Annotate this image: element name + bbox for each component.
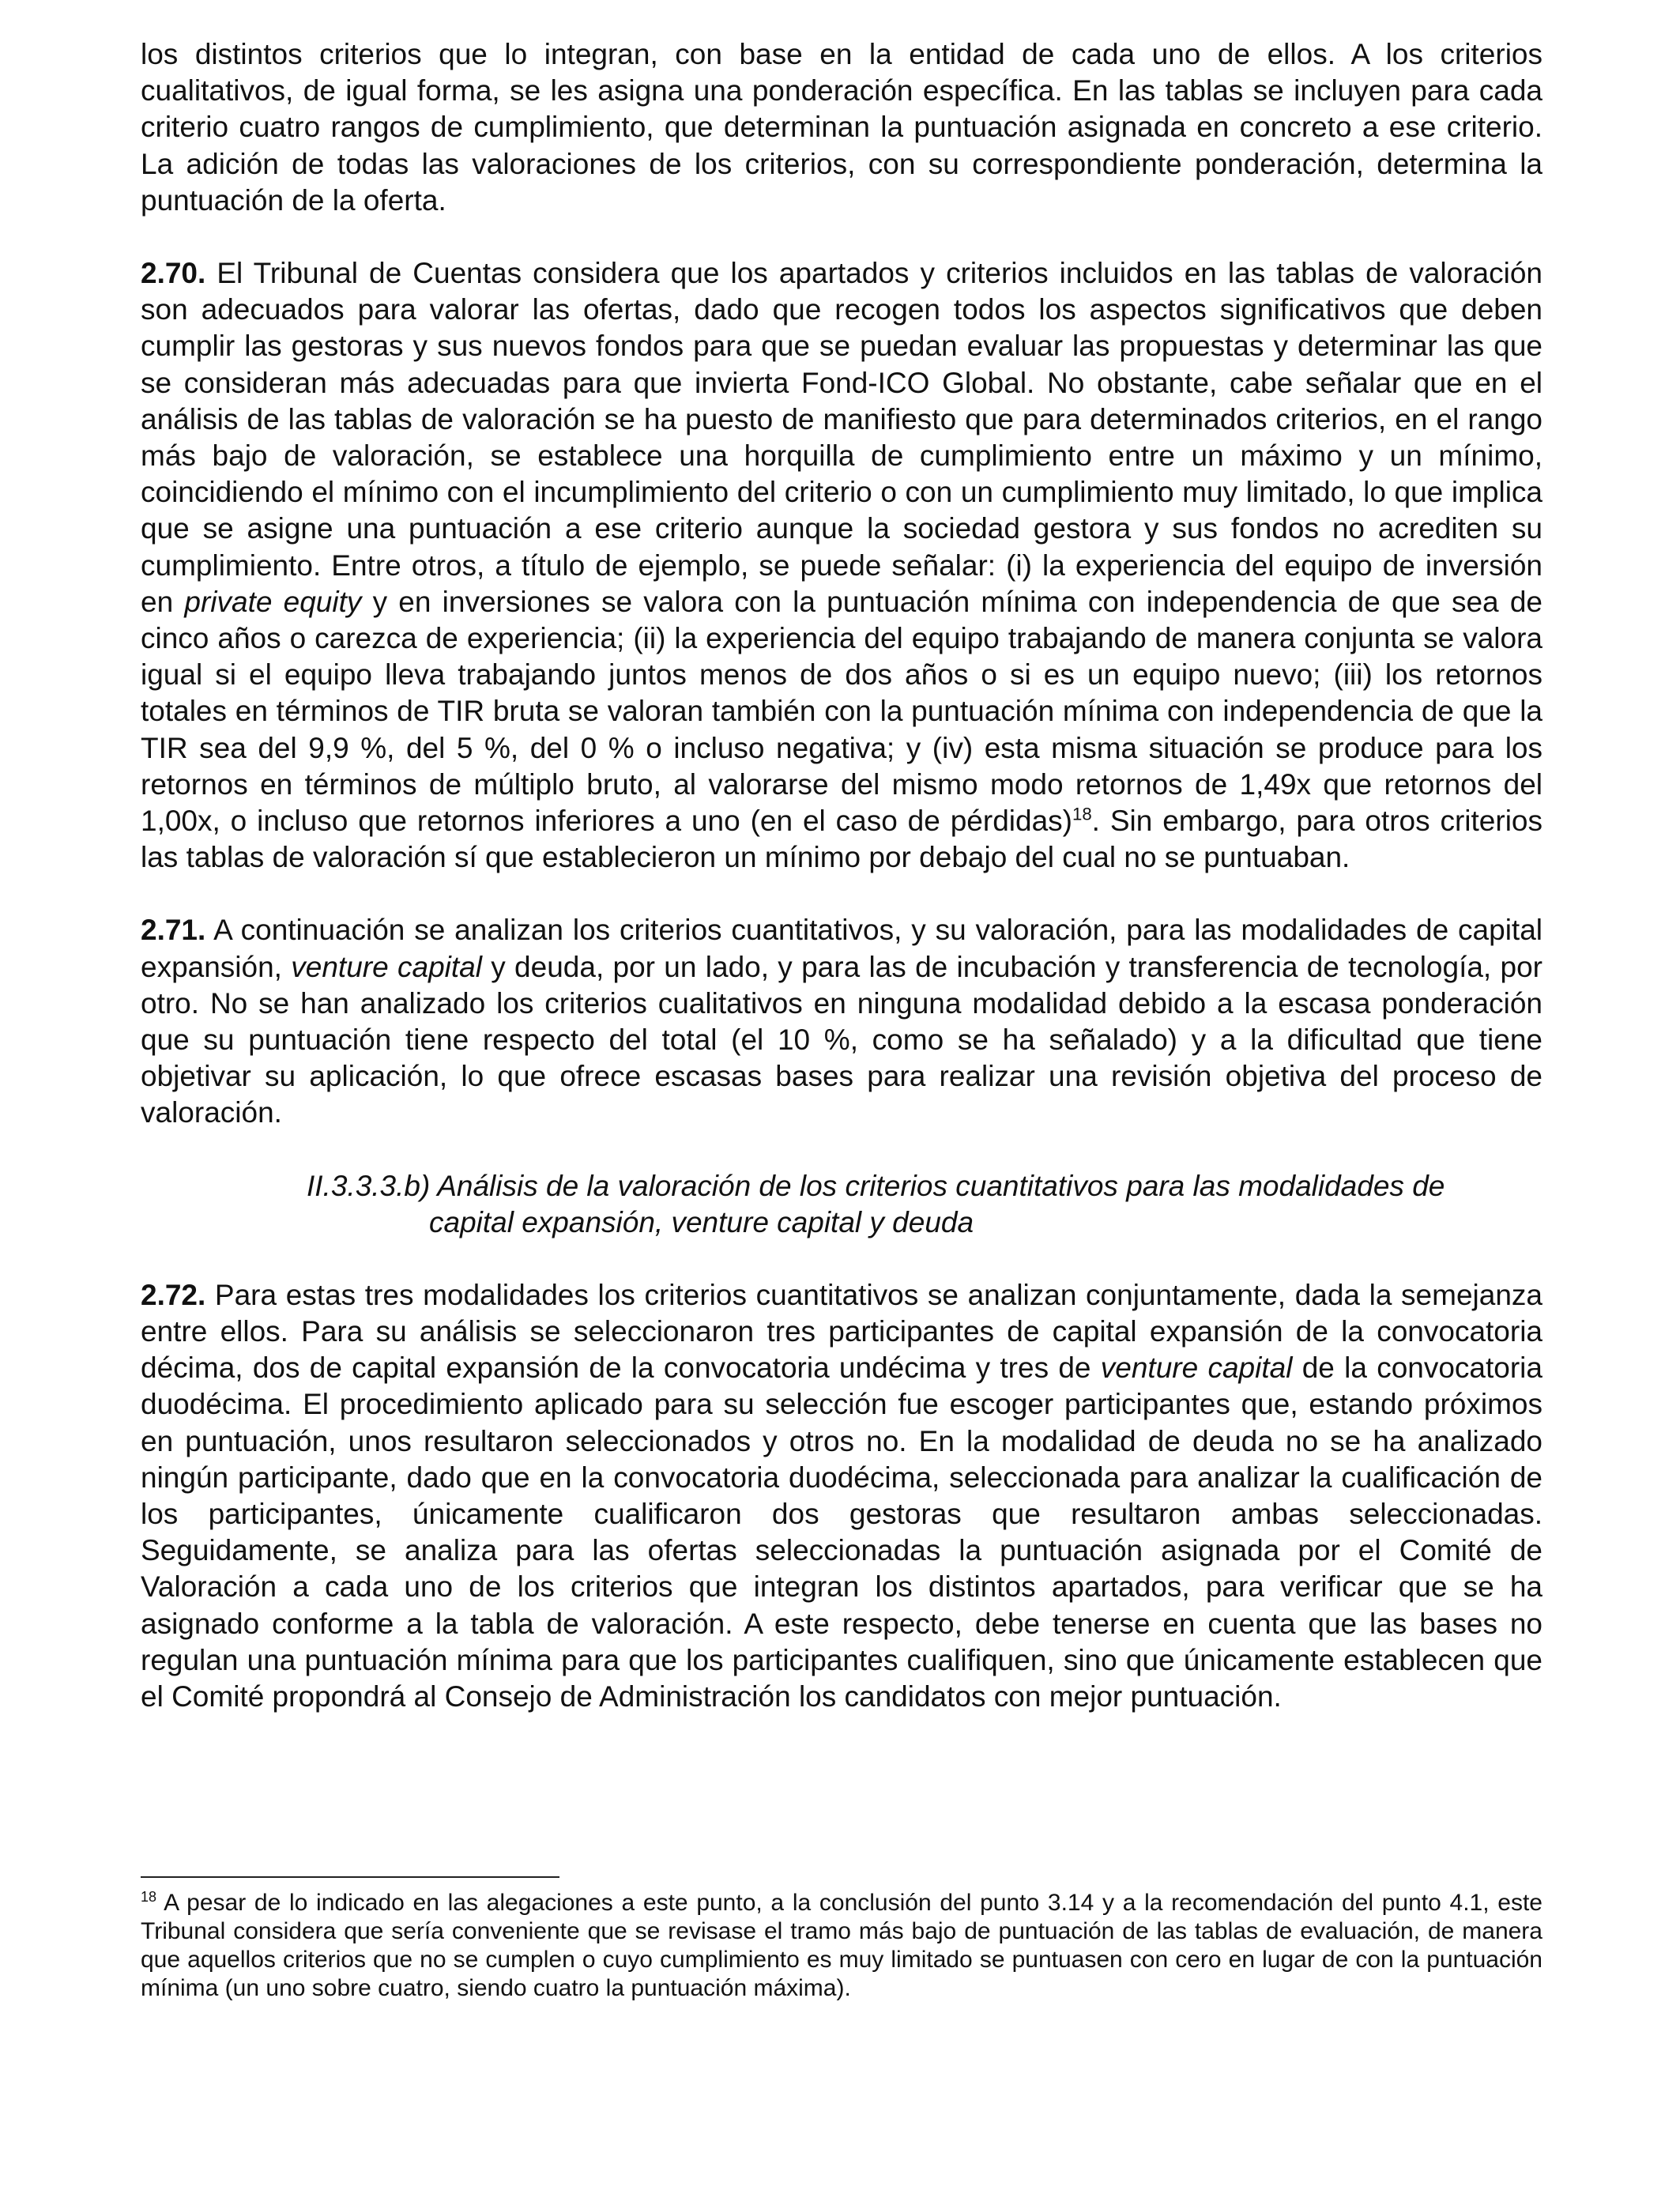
document-body <box>141 36 1543 1715</box>
paragraph-text: Para estas tres modalidades los criterios cuantitativos se analizan conjuntamente, dada la semejanza entre ellos. Para su análisis se seleccionaron tres participantes de capital expansión de la convocatoria décima, dos de capital expansión de la convocatoria undécima y tres de <box>141 1278 1543 1385</box>
footnote-marker: 18 <box>141 1889 157 1905</box>
italic-term: venture capital <box>291 950 482 983</box>
subheading-line-1: II.3.3.3.b) Análisis de la valoración de los criterios cuantitativos para las modalidades de <box>307 1169 1445 1202</box>
paragraph-text: A continuación se analizan los criterios cuantitativos, y su valoración, para las modalidades de capital expansión, <box>141 914 1543 983</box>
footnote-text: A pesar de lo indicado en las alegaciones a este punto, a la conclusión del punto 3.14 y a la recomendación del punto 4.1, este Tribunal considera que sería conveniente que se revisase el tramo más bajo de puntuación de las tablas de evaluación, de manera que aquellos criterios que no se cumplen o cuyo cumplimiento es muy limitado se puntuasen con cero en lugar de con la puntuación mínima (un uno sobre cuatro, siendo cuatro la puntuación máxima). <box>141 1890 1543 2001</box>
paragraph-text: . Sin embargo, para otros criterios las tablas de valoración sí que establecieron un mínimo por debajo del cual no se puntuaban. <box>141 805 1543 874</box>
footnote-18 <box>141 1889 1543 2003</box>
paragraph-number: 2.71. <box>141 914 206 947</box>
subheading-line-2: capital expansión, venture capital y deuda <box>429 1205 974 1238</box>
paragraph-2-72 <box>141 1277 1543 1715</box>
section-subheading <box>307 1168 1539 1241</box>
footnote-separator <box>141 1876 559 1878</box>
paragraph-intro-text: los distintos criterios que lo integran, con base en la entidad de cada uno de ellos. A los criterios cualitativos, de igual forma, se les asigna una ponderación específica. En las tablas se incluyen para cada criterio cuatro rangos de cumplimiento, que determinan la puntuación asignada en concreto a ese criterio. La adición de todas las valoraciones de los criterios, con su correspondiente ponderación, determina la puntuación de la oferta. <box>141 38 1543 217</box>
paragraph-text: y deuda, por un lado, y para las de incubación y transferencia de tecnología, por otro. No se han analizado los criterios cualitativos en ninguna modalidad debido a la escasa ponderación que su puntuación tiene respecto del total (el 10 %, como se ha señalado) y a la dificultad que tiene objetivar su aplicación, lo que ofrece escasas bases para realizar una revisión objetiva del proceso de valoración. <box>141 950 1543 1129</box>
paragraph-text: El Tribunal de Cuentas considera que los apartados y criterios incluidos en las tablas de valoración son adecuados para valorar las ofertas, dado que recogen todos los aspectos significativos que deben cumplir las gestoras y sus nuevos fondos para que se puedan evaluar las propuestas y determinar las que se consideran más adecuadas para que invierta Fond-ICO Global. No obstante, cabe señalar que en el análisis de las tablas de valoración se ha puesto de manifiesto que para determinados criterios, en el rango más bajo de valoración, se establece una horquilla de cumplimiento entre un máximo y un mínimo, coincidiendo el mínimo con el incumplimiento del criterio o con un cumplimiento muy limitado, lo que implica que se asigne una puntuación a ese criterio aunque la sociedad gestora y sus fondos no acrediten su cumplimiento. Entre otros, a título de ejemplo, se puede señalar: (i) la experiencia del equipo de inversión en <box>141 257 1543 618</box>
footnote-reference: 18 <box>1072 804 1092 824</box>
paragraph-intro <box>141 36 1543 219</box>
paragraph-2-71 <box>141 912 1543 1131</box>
paragraph-2-70 <box>141 255 1543 876</box>
paragraph-text: y en inversiones se valora con la puntuación mínima con independencia de que sea de cinco años o carezca de experiencia; (ii) la experiencia del equipo trabajando de manera conjunta se valora igual si el equipo lleva trabajando juntos menos de dos años o si es un equipo nuevo; (iii) los retornos totales en términos de TIR bruta se valoran también con la puntuación mínima con independencia de que la TIR sea del 9,9 %, del 5 %, del 0 % o incluso negativa; y (iv) esta misma situación se produce para los retornos en términos de múltiplo bruto, al valorarse del mismo modo retornos de 1,49x que retornos del 1,00x, o incluso que retornos inferiores a uno (en el caso de pérdidas) <box>141 585 1543 838</box>
italic-term: private equity <box>184 585 362 618</box>
paragraph-number: 2.72. <box>141 1278 206 1311</box>
paragraph-text: de la convocatoria duodécima. El procedimiento aplicado para su selección fue escoger participantes que, estando próximos en puntuación, unos resultaron seleccionados y otros no. En la modalidad de deuda no se ha analizado ningún participante, dado que en la convocatoria duodécima, seleccionada para analizar la cualificación de los participantes, únicamente cualificaron dos gestoras que resultaron ambas seleccionadas. Seguidamente, se analiza para las ofertas seleccionadas la puntuación asignada por el Comité de Valoración a cada uno de los criterios que integran los distintos apartados, para verificar que se ha asignado conforme a la tabla de valoración. A este respecto, debe tenerse en cuenta que las bases no regulan una puntuación mínima para que los participantes cualifiquen, sino que únicamente establecen que el Comité propondrá al Consejo de Administración los candidatos con mejor puntuación. <box>141 1351 1543 1713</box>
paragraph-number: 2.70. <box>141 257 206 290</box>
italic-term: venture capital <box>1100 1351 1293 1385</box>
